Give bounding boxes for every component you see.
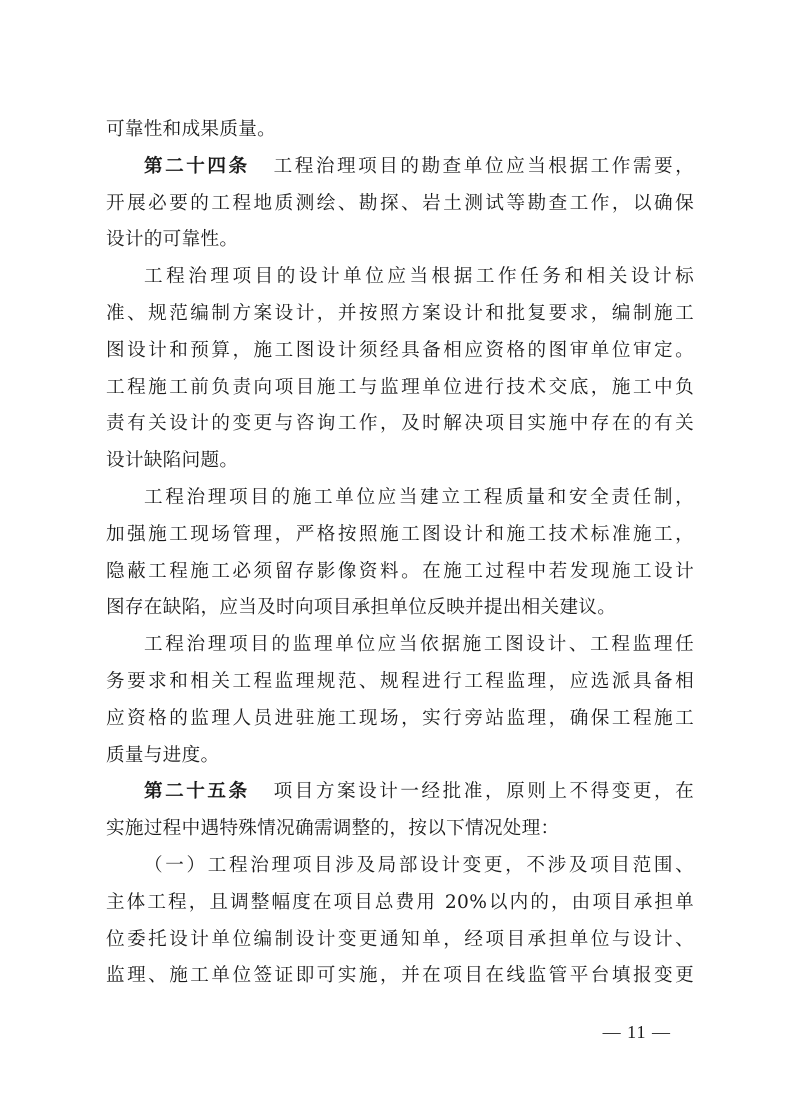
line-text: 责有关设计的变更与咨询工作，及时解决项目实施中存在的有关 xyxy=(106,413,694,435)
line-text: 加强施工现场管理，严格按照施工图设计和施工技术标准施工， xyxy=(106,523,694,545)
line-text: 图设计和预算，施工图设计须经具备相应资格的图审单位审定。 xyxy=(106,339,694,361)
text-line xyxy=(106,774,694,811)
text-line xyxy=(106,296,694,333)
text-line xyxy=(106,738,694,775)
text-line xyxy=(106,112,694,149)
text-line xyxy=(106,811,694,848)
text-line xyxy=(106,259,694,296)
text-line xyxy=(106,333,694,370)
page-number: — 11 — xyxy=(602,1022,671,1042)
line-text: 设计缺陷问题。 xyxy=(106,450,239,472)
text-line xyxy=(106,222,694,259)
line-text: 务要求和相关工程监理规范、规程进行工程监理，应选派具备相 xyxy=(106,670,694,692)
line-text: 准、规范编制方案设计，并按照方案设计和批复要求，编制施工 xyxy=(106,302,694,324)
text-line xyxy=(106,885,694,922)
text-line xyxy=(106,958,694,995)
line-text: 主体工程，且调整幅度在项目总费用 20%以内的，由项目承担单 xyxy=(106,891,694,913)
text-line xyxy=(106,186,694,223)
article-heading: 第二十五条 xyxy=(144,781,250,803)
line-text: （一）工程治理项目涉及局部设计变更，不涉及项目范围、 xyxy=(144,854,694,876)
text-line xyxy=(106,701,694,738)
page-footer xyxy=(0,1022,789,1043)
article-heading: 第二十四条 xyxy=(144,155,250,177)
line-text: 工程施工前负责向项目施工与监理单位进行技术交底，施工中负 xyxy=(106,376,694,398)
line-text: 实施过程中遇特殊情况确需调整的，按以下情况处理： xyxy=(106,818,560,840)
text-line xyxy=(106,406,694,443)
document-body xyxy=(106,112,694,995)
line-text: 质量与进度。 xyxy=(106,744,220,766)
text-line xyxy=(106,554,694,591)
text-line xyxy=(106,517,694,554)
line-text: 位委托设计单位编制设计变更通知单，经项目承担单位与设计、 xyxy=(106,928,694,950)
line-text: 开展必要的工程地质测绘、勘探、岩土测试等勘查工作，以确保 xyxy=(106,192,694,214)
text-line xyxy=(106,590,694,627)
line-text: 项目方案设计一经批准，原则上不得变更，在 xyxy=(273,781,694,803)
line-text: 工程治理项目的勘查单位应当根据工作需要， xyxy=(273,155,694,177)
text-line xyxy=(106,149,694,186)
text-line xyxy=(106,443,694,480)
text-line xyxy=(106,922,694,959)
text-line xyxy=(106,480,694,517)
line-text: 工程治理项目的设计单位应当根据工作任务和相关设计标 xyxy=(144,266,694,288)
line-text: 工程治理项目的施工单位应当建立工程质量和安全责任制， xyxy=(144,486,694,508)
text-line xyxy=(106,848,694,885)
line-text: 工程治理项目的监理单位应当依据施工图设计、工程监理任 xyxy=(144,634,694,656)
text-line xyxy=(106,664,694,701)
line-text: 可靠性和成果质量。 xyxy=(106,119,277,140)
line-text: 图存在缺陷，应当及时向项目承担单位反映并提出相关建议。 xyxy=(106,597,617,619)
text-line xyxy=(106,370,694,407)
line-text: 应资格的监理人员进驻施工现场，实行旁站监理，确保工程施工 xyxy=(106,707,694,729)
text-line xyxy=(106,627,694,664)
line-text: 监理、施工单位签证即可实施，并在项目在线监管平台填报变更 xyxy=(106,965,694,987)
line-text: 设计的可靠性。 xyxy=(106,229,239,251)
line-text: 隐蔽工程施工必须留存影像资料。在施工过程中若发现施工设计 xyxy=(106,560,694,582)
